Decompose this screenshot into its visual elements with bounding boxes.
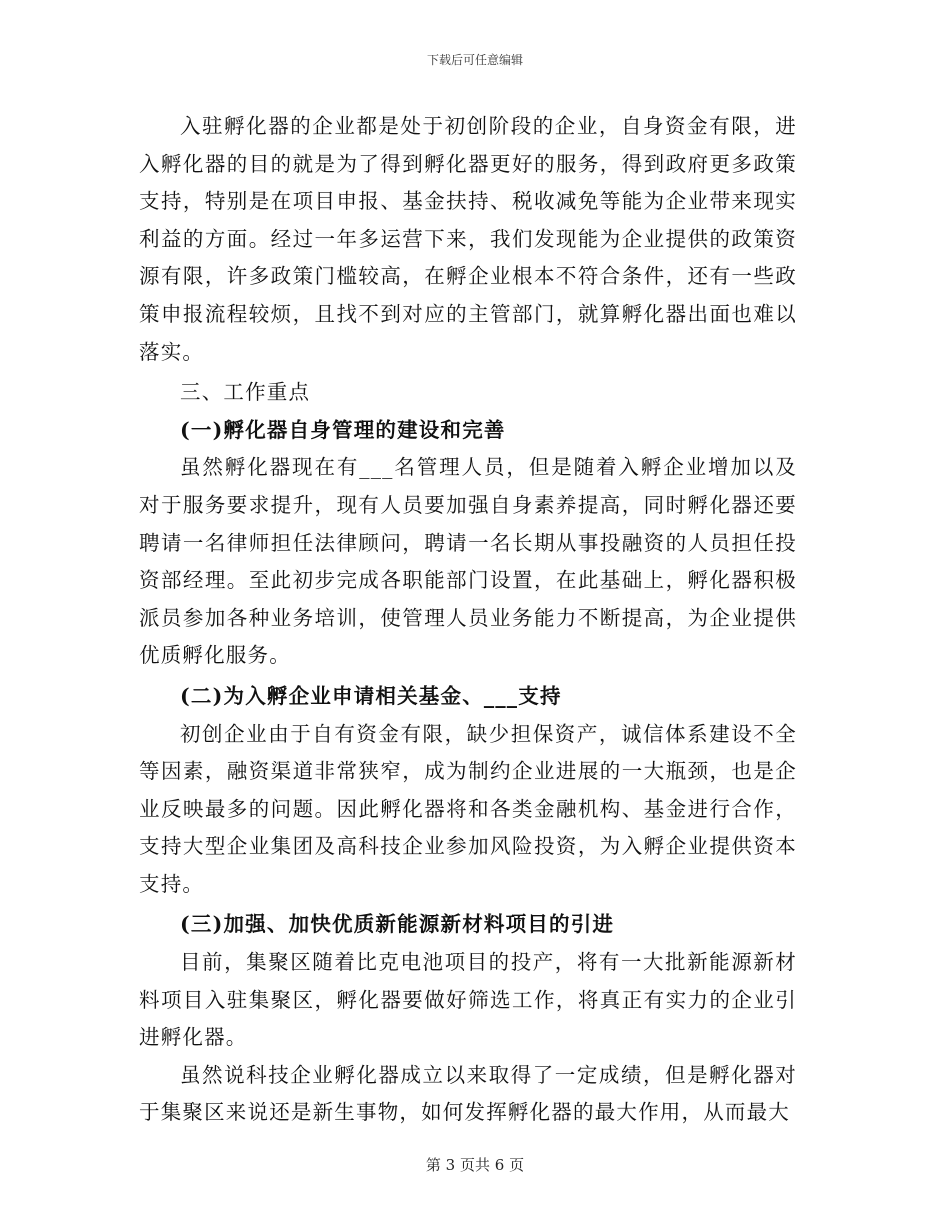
paragraph-intro: 入驻孵化器的企业都是处于初创阶段的企业，自身资金有限，进入孵化器的目的就是为了得到孵化器更好的服务，得到政府更多政策支持，特别是在项目申报、基金扶持、税收减免等能为企业带来现实利益的方面。经过一年多运营下来，我们发现能为企业提供的政策资源有限，许多政策门槛较高，在孵企业根本不符合条件，还有一些政策申报流程较烦，且找不到对应的主管部门，就算孵化器出面也难以落实。	[139, 114, 797, 364]
page-number: 第 3 页共 6 页	[425, 1156, 525, 1174]
subsection-heading-1: (一)孵化器自身管理的建设和完善	[180, 417, 506, 442]
document-body	[139, 108, 797, 1132]
paragraph-subsection-1: 虽然孵化器现在有___名管理人员，但是随着入孵企业增加以及对于服务要求提升，现有人员要加强自身素养提高，同时孵化器还要聘请一名律师担任法律顾问，聘请一名长期从事投融资的人员担任投资部经理。至此初步完成各职能部门设置，在此基础上，孵化器积极派员参加各种业务培训，使管理人员业务能力不断提高，为企业提供优质孵化服务。	[139, 455, 797, 668]
paragraph-subsection-2: 初创企业由于自有资金有限，缺少担保资产，诚信体系建设不全等因素，融资渠道非常狭窄，成为制约企业进展的一大瓶颈，也是企业反映最多的问题。因此孵化器将和各类金融机构、基金进行合作，支持大型企业集团及高科技企业参加风险投资，为入孵企业提供资本支持。	[139, 721, 797, 896]
subsection-heading-3: (三)加强、加快优质新能源新材料项目的引进	[180, 912, 615, 937]
subsection-heading-2: (二)为入孵企业申请相关基金、___支持	[180, 683, 562, 708]
page-header: 下载后可任意编辑	[426, 53, 523, 67]
section-heading-work-focus: 三、工作重点	[180, 380, 311, 405]
paragraph-subsection-3: 目前，集聚区随着比克电池项目的投产，将有一大批新能源新材料项目入驻集聚区，孵化器要做好筛选工作，将真正有实力的企业引进孵化器。	[139, 950, 797, 1050]
paragraph-closing: 虽然说科技企业孵化器成立以来取得了一定成绩，但是孵化器对于集聚区来说还是新生事物，如何发挥孵化器的最大作用，从而最大	[139, 1062, 797, 1125]
